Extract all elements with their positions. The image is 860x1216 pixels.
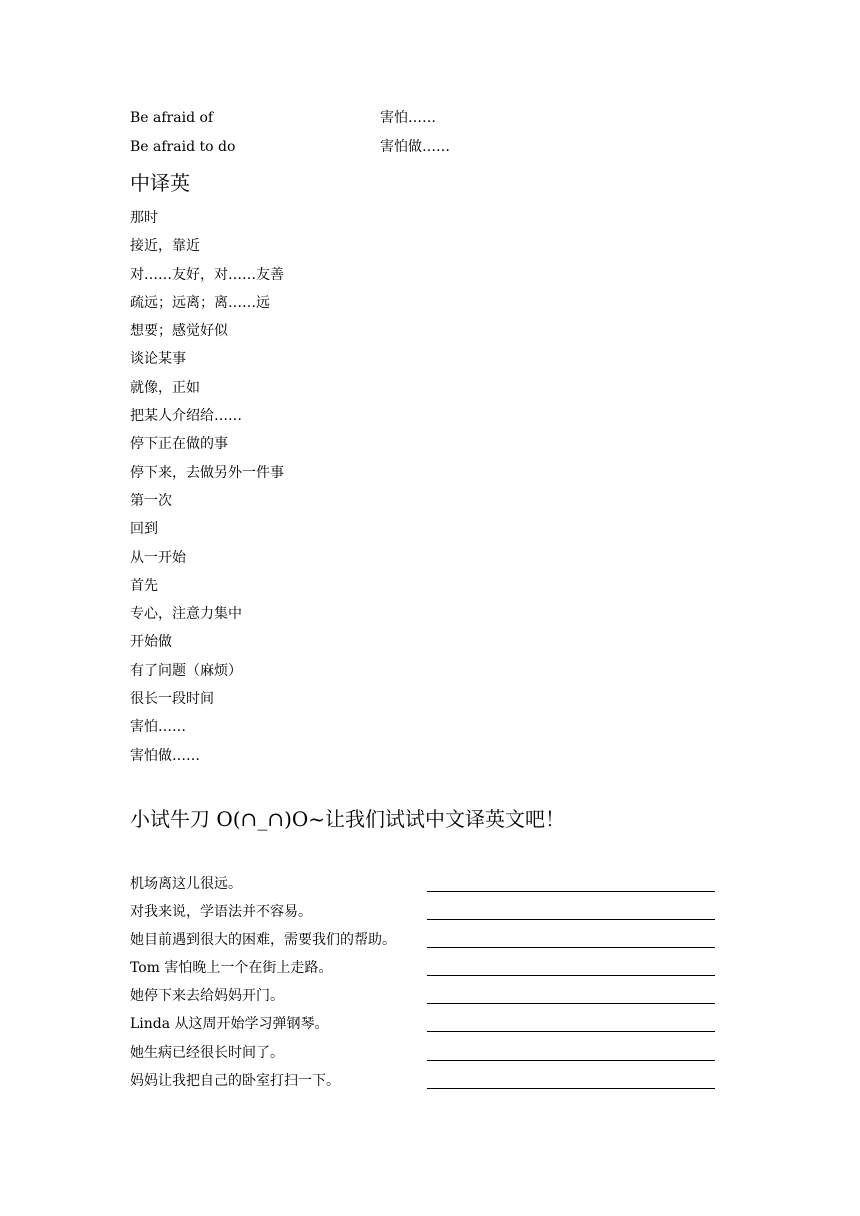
answer-blank[interactable] [427, 958, 715, 976]
vocab-english: Be afraid of [130, 110, 214, 126]
phrase-item: 想要；感觉好似 [130, 323, 228, 340]
exercise-sentence: Linda 从这周开始学习弹钢琴。 [130, 1016, 329, 1033]
phrase-item: 接近，靠近 [130, 238, 200, 255]
answer-blank[interactable] [427, 874, 715, 892]
vocab-chinese: 害怕…… [380, 110, 436, 126]
exercise-sentence: 她停下来去给妈妈开门。 [130, 988, 284, 1005]
answer-blank[interactable] [427, 930, 715, 948]
exercise-row [130, 1071, 730, 1099]
phrase-item: 回到 [130, 521, 158, 538]
exercise-sentence: 她目前遇到很大的困难，需要我们的帮助。 [130, 932, 396, 949]
exercise-list [130, 874, 730, 1099]
phrase-item: 停下来，去做另外一件事 [130, 464, 284, 481]
exercise-sentence: 妈妈让我把自己的卧室打扫一下。 [130, 1072, 340, 1089]
answer-blank[interactable] [427, 986, 715, 1004]
phrase-item: 害怕…… [130, 719, 186, 736]
exercise-sentence: Tom 害怕晚上一个在街上走路。 [130, 960, 333, 977]
answer-blank[interactable] [427, 902, 715, 920]
phrase-item: 很长一段时间 [130, 691, 214, 708]
answer-blank[interactable] [427, 1043, 715, 1061]
exercise-row [130, 930, 730, 958]
exercise-row [130, 1014, 730, 1042]
vocab-english: Be afraid to do [130, 139, 236, 155]
phrase-item: 停下正在做的事 [130, 436, 228, 453]
exercise-row [130, 958, 730, 986]
exercise-row [130, 1043, 730, 1071]
exercise-row [130, 902, 730, 930]
translate-heading: 中译英 [130, 171, 190, 195]
answer-blank[interactable] [427, 1071, 715, 1089]
practice-heading: 小试牛刀 O(∩_∩)O~让我们试试中文译英文吧！ [130, 807, 566, 831]
phrase-item: 那时 [130, 210, 158, 226]
phrase-item: 谈论某事 [130, 351, 186, 368]
exercise-row [130, 986, 730, 1014]
phrase-item: 从一开始 [130, 549, 186, 566]
phrase-item: 第一次 [130, 492, 172, 509]
phrase-item: 开始做 [130, 634, 172, 651]
phrase-list [130, 208, 284, 774]
vocab-chinese: 害怕做…… [380, 139, 450, 155]
exercise-sentence: 机场离这儿很远。 [130, 876, 242, 892]
exercise-row [130, 874, 730, 902]
phrase-item: 专心，注意力集中 [130, 606, 242, 623]
phrase-item: 有了问题（麻烦） [130, 662, 242, 679]
exercise-sentence: 对我来说，学语法并不容易。 [130, 904, 312, 921]
phrase-item: 就像，正如 [130, 379, 200, 396]
answer-blank[interactable] [427, 1014, 715, 1032]
exercise-sentence: 她生病已经很长时间了。 [130, 1044, 284, 1061]
phrase-item: 把某人介绍给…… [130, 408, 242, 425]
phrase-item: 疏远；远离；离……远 [130, 294, 270, 311]
phrase-item: 害怕做…… [130, 747, 200, 764]
phrase-item: 对……友好，对……友善 [130, 266, 284, 283]
phrase-item: 首先 [130, 577, 158, 594]
